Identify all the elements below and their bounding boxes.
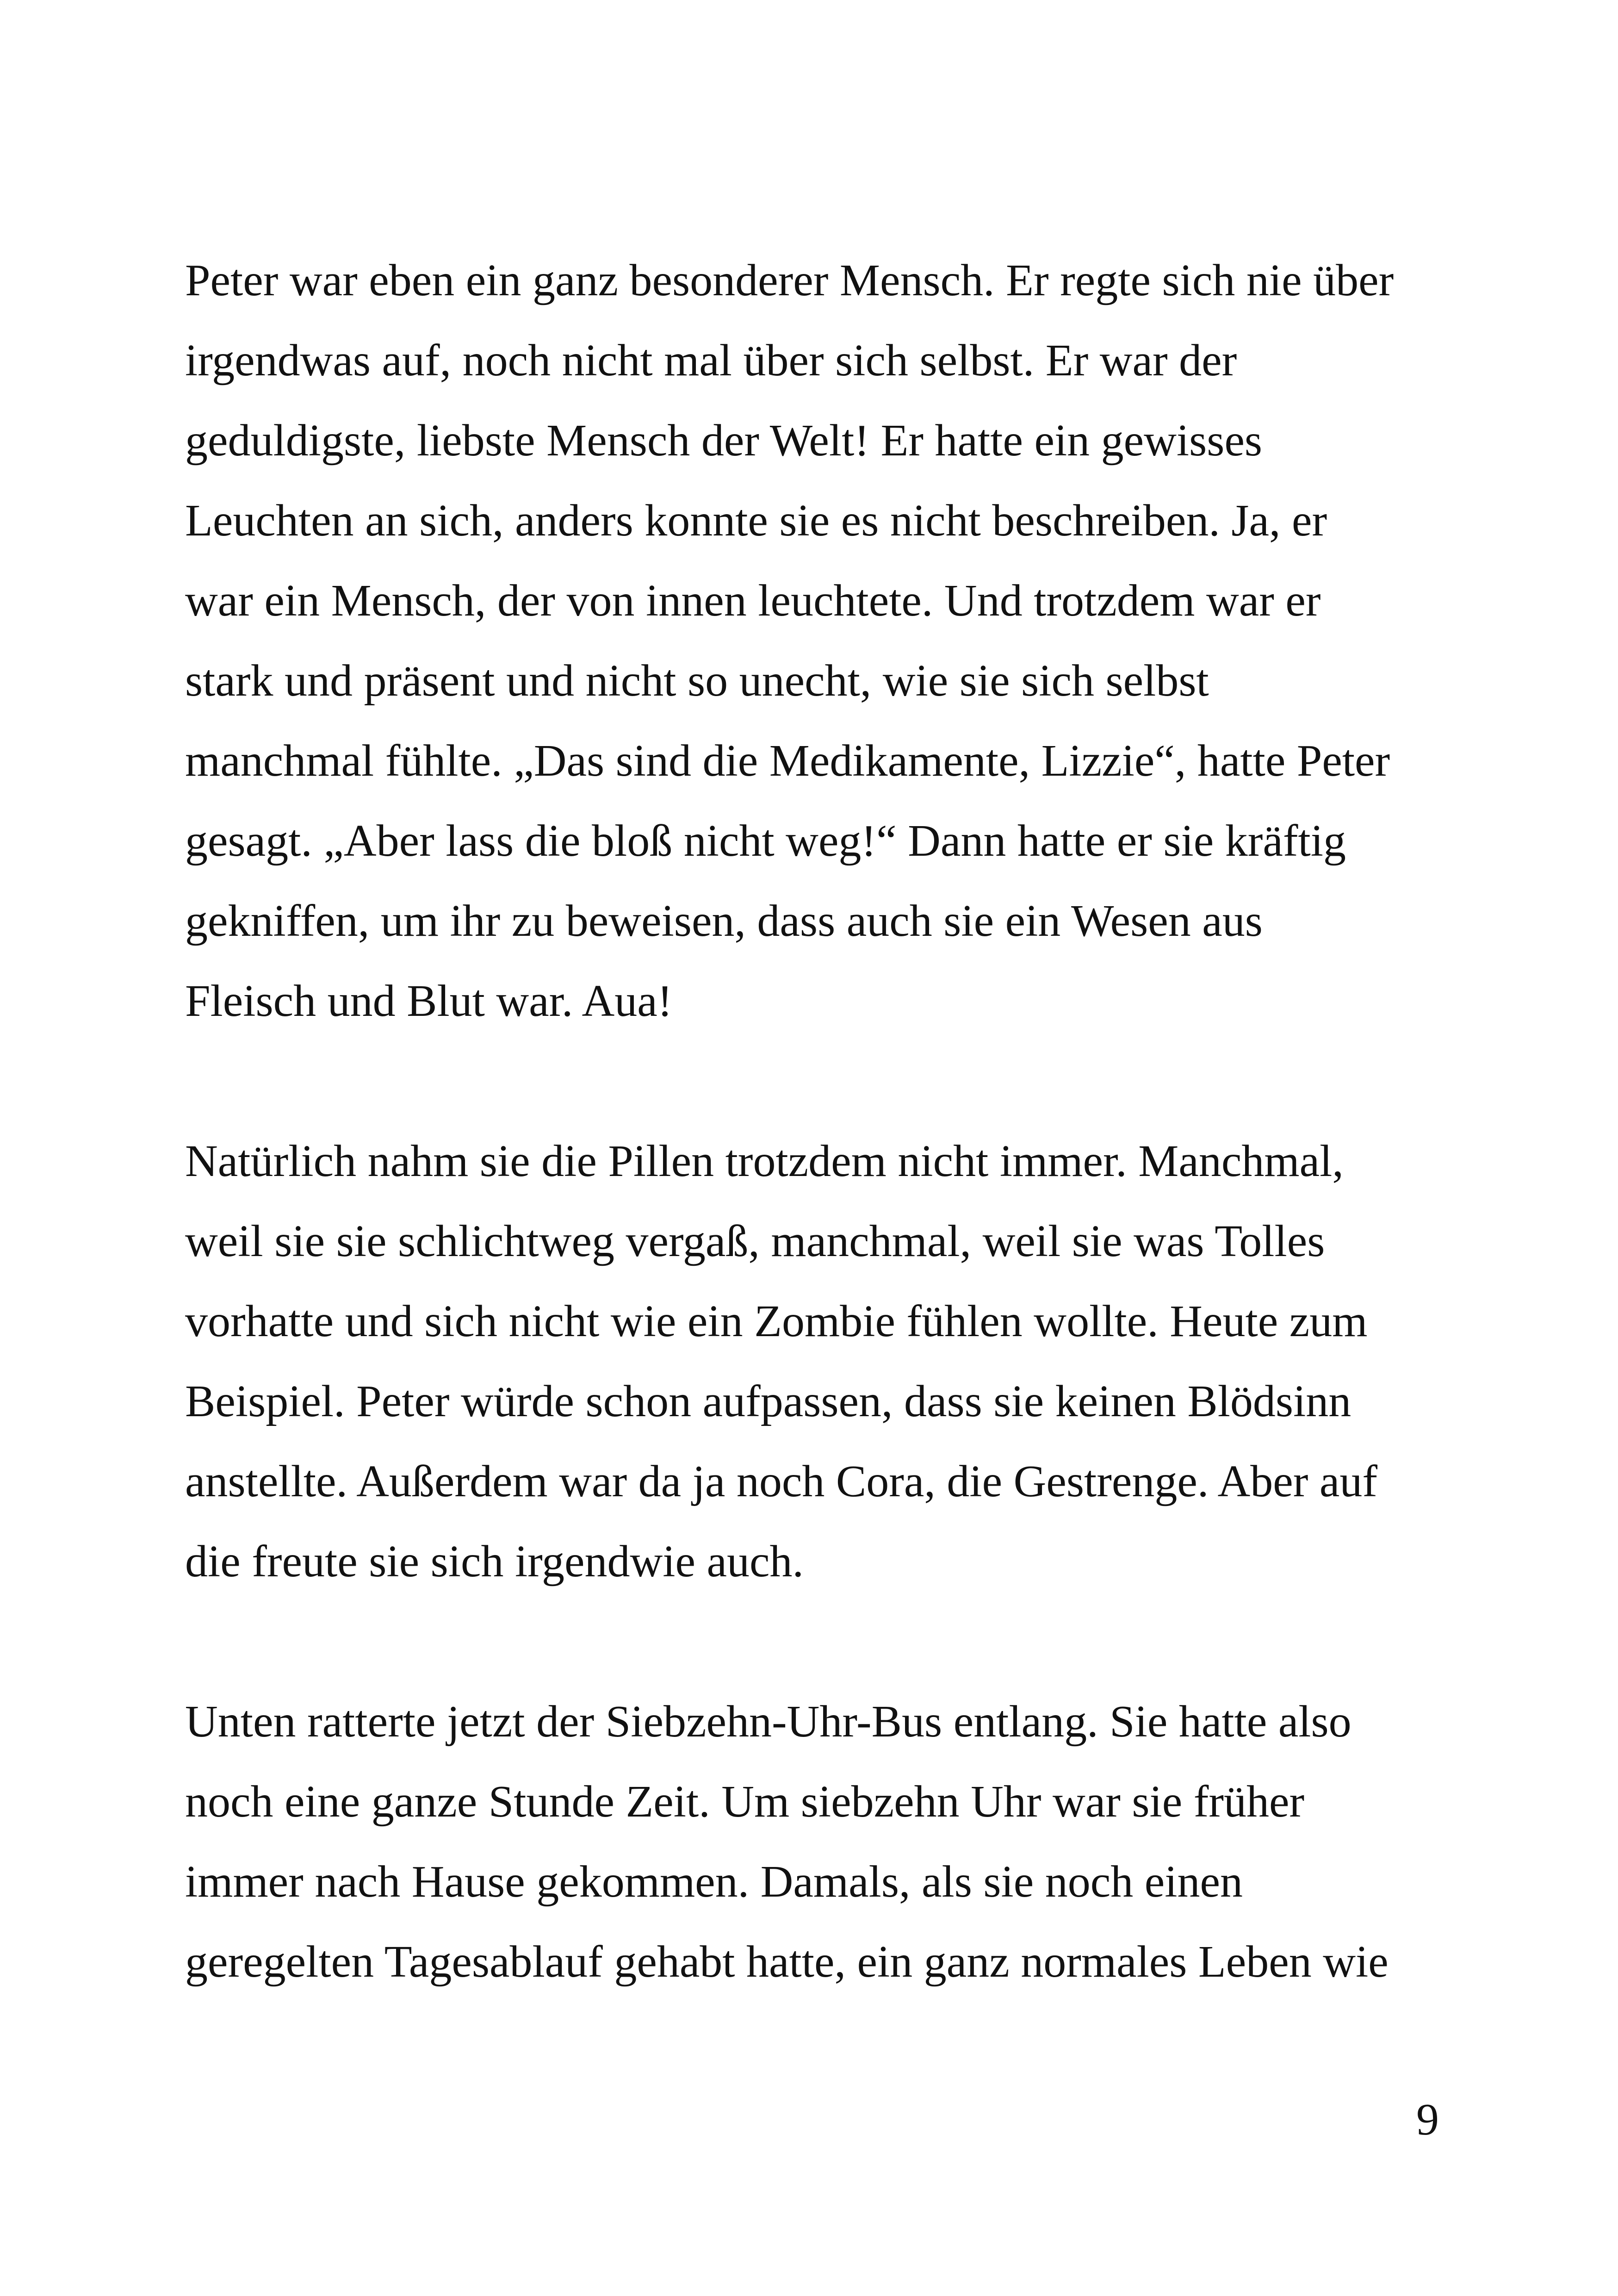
text-line: immer nach Hause gekommen. Damals, als sie noch einen (185, 1857, 1243, 1907)
text-line: anstellte. Außerdem war da ja noch Cora, die Gestrenge. Aber auf (185, 1456, 1377, 1506)
text-line: gesagt. „Aber lass die bloß nicht weg!“ Dann hatte er sie kräftig (185, 816, 1346, 866)
text-line: geduldigste, liebste Mensch der Welt! Er hatte ein gewisses (185, 416, 1263, 466)
paragraph-2 (185, 1121, 1444, 1602)
text-line: Beispiel. Peter würde schon aufpassen, dass sie keinen Blödsinn (185, 1376, 1351, 1426)
paragraph-3 (185, 1682, 1444, 2002)
text-line: irgendwas auf, noch nicht mal über sich selbst. Er war der (185, 336, 1237, 386)
text-line: Natürlich nahm sie die Pillen trotzdem nicht immer. Manchmal, (185, 1136, 1344, 1186)
text-line: vorhatte und sich nicht wie ein Zombie fühlen wollte. Heute zum (185, 1296, 1368, 1346)
paragraph-1 (185, 241, 1444, 1041)
text-line: Fleisch und Blut war. Aua! (185, 976, 673, 1026)
text-line: gekniffen, um ihr zu beweisen, dass auch sie ein Wesen aus (185, 896, 1263, 946)
text-line: manchmal fühlte. „Das sind die Medikamente, Lizzie“, hatte Peter (185, 736, 1390, 786)
text-line: weil sie sie schlichtweg vergaß, manchmal, weil sie was Tolles (185, 1216, 1325, 1266)
body-text (185, 241, 1444, 2002)
page-number: 9 (1416, 2095, 1439, 2145)
text-line: stark und präsent und nicht so unecht, wie sie sich selbst (185, 656, 1209, 706)
text-line: die freute sie sich irgendwie auch. (185, 1537, 804, 1587)
text-line: war ein Mensch, der von innen leuchtete. Und trotzdem war er (185, 576, 1321, 626)
text-line: Peter war eben ein ganz besonderer Mensch. Er regte sich nie über (185, 255, 1394, 305)
text-line: Leuchten an sich, anders konnte sie es nicht beschreiben. Ja, er (185, 496, 1327, 546)
text-line: geregelten Tagesablauf gehabt hatte, ein ganz normales Leben wie (185, 1937, 1389, 1987)
text-line: noch eine ganze Stunde Zeit. Um siebzehn Uhr war sie früher (185, 1777, 1305, 1827)
text-line: Unten ratterte jetzt der Siebzehn-Uhr-Bus entlang. Sie hatte also (185, 1697, 1351, 1747)
